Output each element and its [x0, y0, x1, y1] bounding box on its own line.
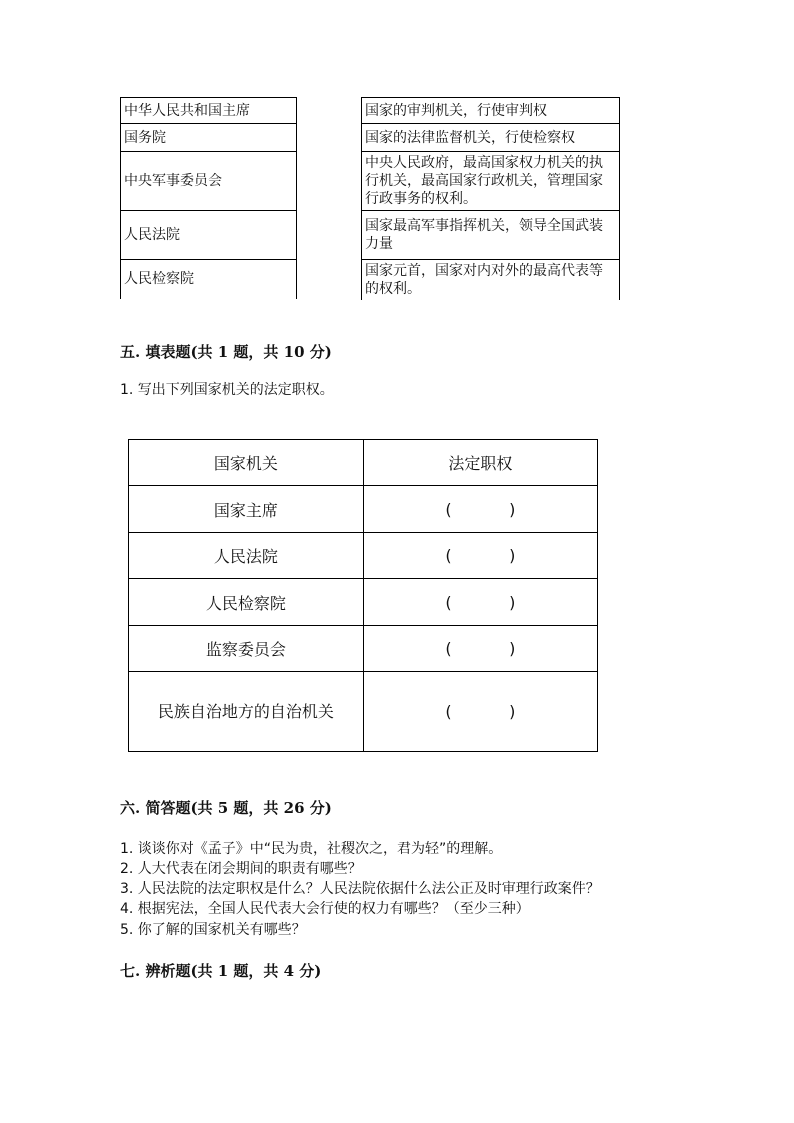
matching-left-item[interactable]: 人民检察院 [121, 260, 297, 299]
section-title: 七. 辨析题(共 1 题，共 4 分) [120, 962, 322, 980]
matching-right-item[interactable]: 国家最高军事指挥机关，领导全国武装力量 [362, 211, 620, 260]
matching-right-item[interactable]: 国家的法律监督机关，行使检察权 [362, 124, 620, 152]
matching-left-item[interactable]: 人民法院 [121, 211, 297, 260]
table-header: 法定职权 [363, 440, 597, 486]
section-title: 五. 填表题(共 1 题，共 10 分) [120, 343, 332, 361]
matching-left-table [120, 97, 297, 299]
matching-left-item[interactable]: 中华人民共和国主席 [121, 98, 297, 124]
matching-left-item[interactable]: 国务院 [121, 124, 297, 152]
organ-cell: 人民法院 [129, 533, 364, 579]
question-text: 1. 谈谈你对《孟子》中“民为贵，社稷次之，君为轻”的理解。 [120, 841, 503, 857]
table-row [129, 626, 598, 672]
answer-cell[interactable]: ( ) [363, 486, 597, 533]
table-row [129, 486, 598, 533]
organ-cell: 监察委员会 [129, 626, 364, 672]
question-text: 3. 人民法院的法定职权是什么？人民法院依据什么法公正及时审理行政案件？ [120, 881, 600, 897]
table-row [129, 672, 598, 752]
fill-table [128, 439, 598, 752]
matching-right-item[interactable]: 国家的审判机关，行使审判权 [362, 98, 620, 124]
matching-right-item[interactable]: 中央人民政府，最高国家权力机关的执行机关，最高国家行政机关，管理国家行政事务的权利。 [362, 152, 620, 211]
answer-cell[interactable]: ( ) [363, 672, 597, 752]
organ-cell: 国家主席 [129, 486, 364, 533]
matching-left-item[interactable]: 中央军事委员会 [121, 152, 297, 211]
matching-right-item[interactable]: 国家元首，国家对内对外的最高代表等的权利。 [362, 260, 620, 301]
question-text: 4. 根据宪法，全国人民代表大会行使的权力有哪些？（至少三种） [120, 901, 530, 917]
answer-cell[interactable]: ( ) [363, 626, 597, 672]
matching-right-table [361, 97, 620, 300]
table-row [129, 579, 598, 626]
table-row [129, 533, 598, 579]
question-text: 5. 你了解的国家机关有哪些？ [120, 922, 306, 938]
section-title: 六. 简答题(共 5 题，共 26 分) [120, 799, 332, 817]
question-text: 1. 写出下列国家机关的法定职权。 [120, 382, 334, 398]
organ-cell: 民族自治地方的自治机关 [129, 672, 364, 752]
answer-cell[interactable]: ( ) [363, 533, 597, 579]
table-header: 国家机关 [129, 440, 364, 486]
answer-cell[interactable]: ( ) [363, 579, 597, 626]
question-text: 2. 人大代表在闭会期间的职责有哪些？ [120, 861, 362, 877]
organ-cell: 人民检察院 [129, 579, 364, 626]
